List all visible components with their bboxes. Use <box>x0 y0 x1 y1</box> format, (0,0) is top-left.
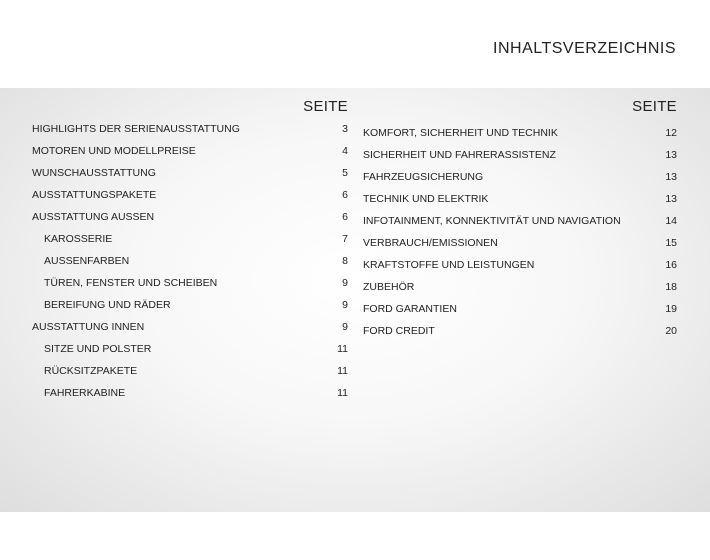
toc-entry-page: 11 <box>337 387 348 399</box>
toc-entry-page: 11 <box>337 365 348 377</box>
toc-entry-page: 6 <box>342 189 348 201</box>
toc-entry-page: 7 <box>342 233 348 245</box>
toc-entry-label: VERBRAUCH/EMISSIONEN <box>363 237 498 249</box>
toc-entry-page: 13 <box>665 193 677 205</box>
toc-entry[interactable] <box>363 281 677 297</box>
toc-entry-page: 13 <box>665 149 677 161</box>
left-page-header: SEITE <box>303 98 348 115</box>
toc-entry-label: WUNSCHAUSSTATTUNG <box>32 167 156 179</box>
toc-entry-label: FORD GARANTIEN <box>363 303 457 315</box>
toc-entry-label: BEREIFUNG UND RÄDER <box>44 299 171 311</box>
toc-entry-page: 12 <box>665 127 677 139</box>
toc-panel <box>0 88 710 512</box>
toc-entry[interactable] <box>32 167 348 183</box>
toc-entry-page: 20 <box>665 325 677 337</box>
toc-entry-page: 9 <box>342 277 348 289</box>
toc-entry-label: AUSSTATTUNG AUSSEN <box>32 211 155 223</box>
toc-entry-page: 9 <box>342 321 348 333</box>
toc-subentry[interactable] <box>32 277 348 293</box>
toc-entry[interactable] <box>363 149 677 165</box>
toc-entry-label: AUSSTATTUNG INNEN <box>32 321 145 333</box>
toc-entry-page: 15 <box>665 237 677 249</box>
toc-entry-label: FAHRZEUGSICHERUNG <box>363 171 484 183</box>
toc-entry[interactable] <box>363 127 677 143</box>
toc-subentry[interactable] <box>32 233 348 249</box>
toc-subentry[interactable] <box>32 255 348 271</box>
toc-entry-label: AUSSENFARBEN <box>44 255 130 267</box>
toc-entry-page: 19 <box>665 303 677 315</box>
toc-entry[interactable] <box>363 193 677 209</box>
toc-entry-label: KAROSSERIE <box>44 233 113 245</box>
toc-entry[interactable] <box>363 325 677 341</box>
toc-entry-page: 8 <box>342 255 348 267</box>
toc-subentry[interactable] <box>32 387 348 403</box>
toc-entry-label: FORD CREDIT <box>363 325 435 337</box>
toc-entry-page: 18 <box>665 281 677 293</box>
toc-subentry[interactable] <box>32 343 348 359</box>
toc-entry[interactable] <box>363 303 677 319</box>
toc-entry[interactable] <box>32 189 348 205</box>
toc-entry-page: 9 <box>342 299 348 311</box>
toc-entry-label: FAHRERKABINE <box>44 387 126 399</box>
toc-entry-label: KRAFTSTOFFE UND LEISTUNGEN <box>363 259 535 271</box>
toc-entry-label: INFOTAINMENT, KONNEKTIVITÄT UND NAVIGATION <box>363 215 621 227</box>
toc-entry-label: TECHNIK UND ELEKTRIK <box>363 193 489 205</box>
toc-subentry[interactable] <box>32 299 348 315</box>
toc-entry-page: 4 <box>342 145 348 157</box>
toc-entry-label: SITZE UND POLSTER <box>44 343 152 355</box>
toc-entry-page: 6 <box>342 211 348 223</box>
toc-entry-label: ZUBEHÖR <box>363 281 415 293</box>
toc-entry[interactable] <box>32 145 348 161</box>
toc-entry-label: KOMFORT, SICHERHEIT UND TECHNIK <box>363 127 558 139</box>
page-title: INHALTSVERZEICHNIS <box>493 40 676 57</box>
toc-entry[interactable] <box>32 211 348 227</box>
toc-entry-label: AUSSTATTUNGSPAKETE <box>32 189 157 201</box>
toc-entry[interactable] <box>363 237 677 253</box>
toc-entry-label: MOTOREN UND MODELLPREISE <box>32 145 196 157</box>
toc-entry-label: TÜREN, FENSTER UND SCHEIBEN <box>44 277 218 289</box>
right-page-header: SEITE <box>632 98 677 115</box>
toc-entry[interactable] <box>32 321 348 337</box>
toc-entry-page: 13 <box>665 171 677 183</box>
toc-entry[interactable] <box>363 215 677 231</box>
toc-entry[interactable] <box>363 259 677 275</box>
toc-entry-label: HIGHLIGHTS DER SERIENAUSSTATTUNG <box>32 123 240 135</box>
toc-entry-label: RÜCKSITZPAKETE <box>44 365 138 377</box>
toc-entry-page: 5 <box>342 167 348 179</box>
toc-entry-page: 14 <box>665 215 677 227</box>
toc-entry[interactable] <box>32 123 348 139</box>
toc-entry-page: 16 <box>665 259 677 271</box>
toc-entry[interactable] <box>363 171 677 187</box>
toc-subentry[interactable] <box>32 365 348 381</box>
toc-entry-page: 11 <box>337 343 348 355</box>
toc-entry-label: SICHERHEIT UND FAHRERASSISTENZ <box>363 149 556 161</box>
toc-entry-page: 3 <box>342 123 348 135</box>
